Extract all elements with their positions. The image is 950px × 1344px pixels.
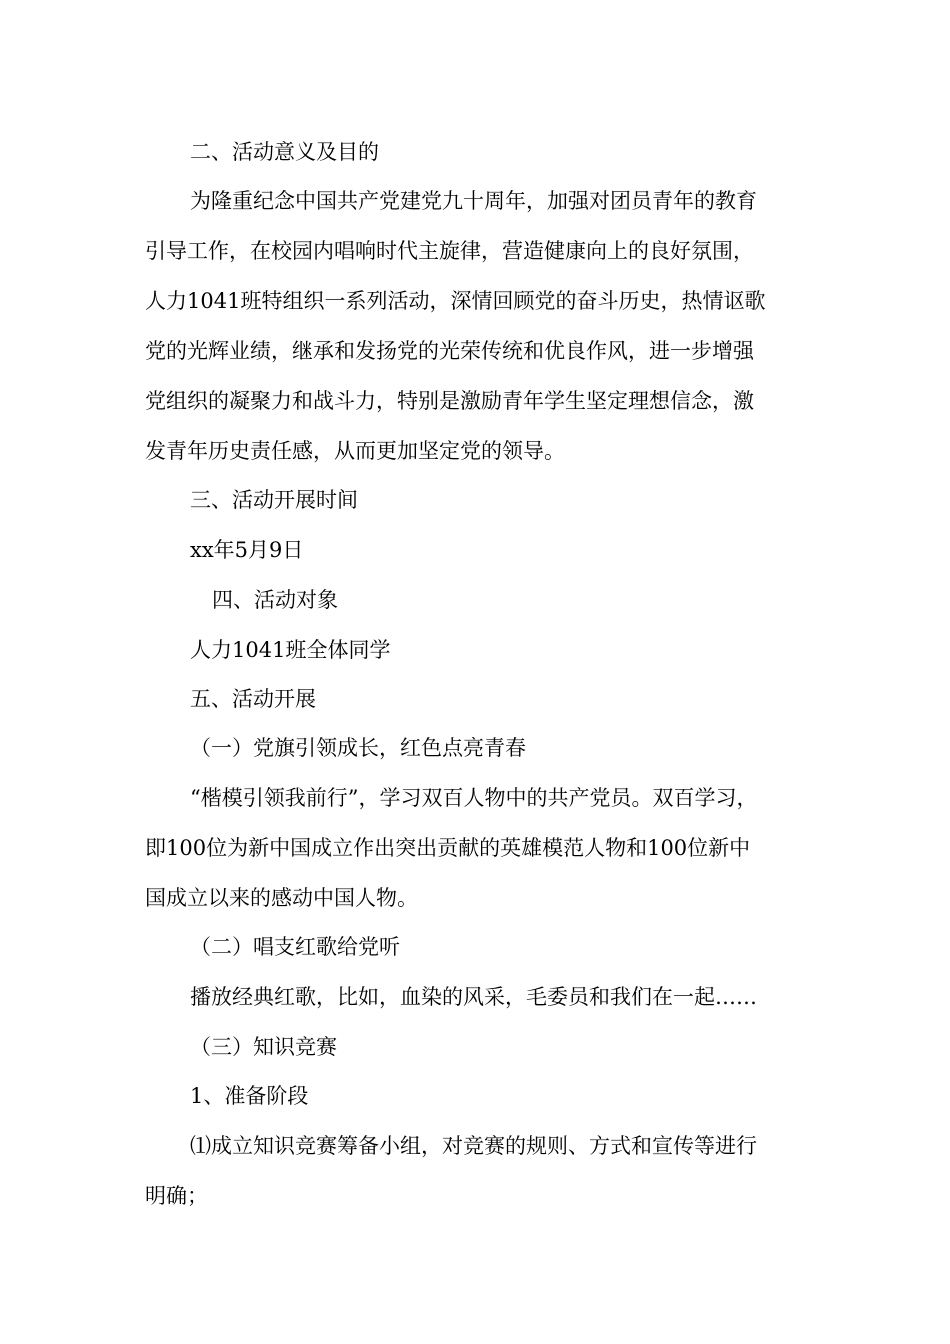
paragraph-line: 明确； [145, 1184, 208, 1208]
activity-date: xx年5月9日 [190, 538, 304, 562]
section-heading-time: 三、活动开展时间 [190, 488, 358, 512]
section-heading-target: 四、活动对象 [212, 588, 338, 612]
subsection-heading-1: （一）党旗引领成长，红色点亮青春 [190, 736, 526, 760]
paragraph-line: ⑴成立知识竞赛筹备小组，对竞赛的规则、方式和宣传等进行 [190, 1134, 757, 1158]
section-heading-significance: 二、活动意义及目的 [190, 140, 379, 164]
paragraph-line: 为隆重纪念中国共产党建党九十周年，加强对团员青年的教育 [190, 189, 757, 213]
subsection-heading-2: （二）唱支红歌给党听 [190, 935, 400, 959]
paragraph-line: “楷模引领我前行”，学习双百人物中的共产党员。双百学习， [190, 786, 758, 810]
paragraph-line: 即100位为新中国成立作出突出贡献的英雄模范人物和100位新中 [145, 836, 751, 860]
paragraph-line: 引导工作，在校园内唱响时代主旋律，营造健康向上的良好氛围， [145, 239, 754, 263]
stage-heading: 1、准备阶段 [190, 1084, 309, 1108]
section-heading-activities: 五、活动开展 [190, 687, 316, 711]
paragraph-line: 党的光辉业绩，继承和发扬党的光荣传统和优良作风，进一步增强 [145, 339, 754, 363]
activity-target: 人力1041班全体同学 [190, 638, 391, 662]
subsection-heading-3: （三）知识竞赛 [190, 1035, 337, 1059]
paragraph-line: 人力1041班特组织一系列活动，深情回顾党的奋斗历史，热情讴歌 [145, 289, 766, 313]
paragraph-line: 国成立以来的感动中国人物。 [145, 886, 418, 910]
paragraph-line: 党组织的凝聚力和战斗力，特别是激励青年学生坚定理想信念，激 [145, 389, 754, 413]
paragraph-line: 播放经典红歌，比如，血染的风采，毛委员和我们在一起…… [190, 985, 757, 1009]
paragraph-line: 发青年历史责任感，从而更加坚定党的领导。 [145, 439, 565, 463]
